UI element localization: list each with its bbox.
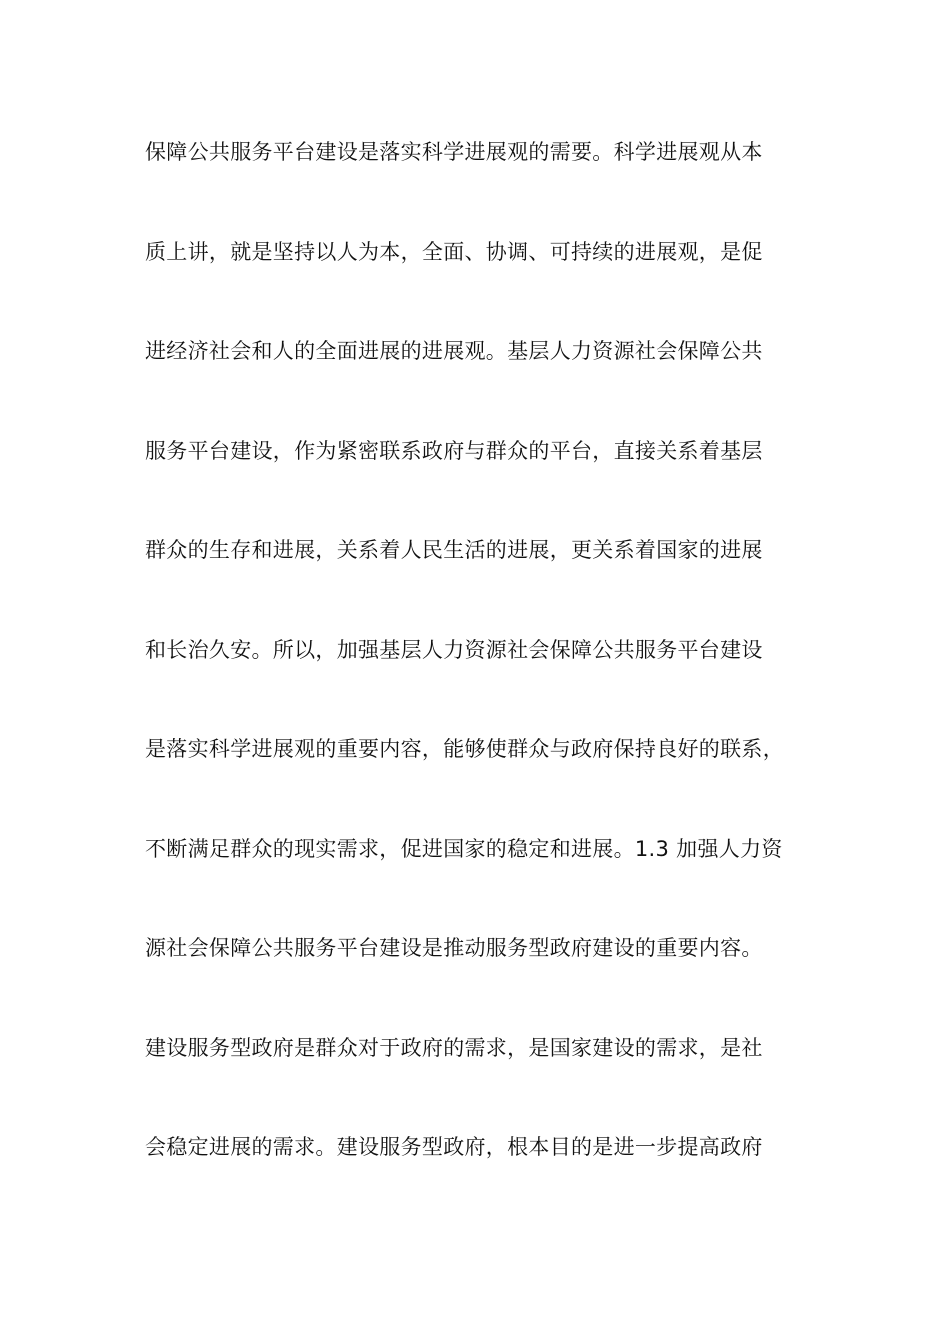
text-line: 不断满足群众的现实需求，促进国家的稳定和进展。1.3 加强人力资 (145, 836, 783, 861)
text-line: 群众的生存和进展，关系着人民生活的进展，更关系着国家的进展 (145, 538, 763, 562)
text-line: 会稳定进展的需求。建设服务型政府，根本目的是进一步提高政府 (145, 1135, 763, 1159)
text-line: 建设服务型政府是群众对于政府的需求，是国家建设的需求，是社 (145, 1035, 763, 1060)
text-line: 源社会保障公共服务平台建设是推动服务型政府建设的重要内容。 (145, 936, 763, 960)
text-line: 质上讲，就是坚持以人为本，全面、协调、可持续的进展观，是促 (145, 239, 763, 264)
text-line: 进经济社会和人的全面进展的进展观。基层人力资源社会保障公共 (145, 339, 763, 363)
text-line: 是落实科学进展观的重要内容，能够使群众与政府保持良好的联系， (145, 737, 784, 761)
text-line: 服务平台建设，作为紧密联系政府与群众的平台，直接关系着基层 (145, 438, 763, 463)
body-text (145, 132, 825, 1227)
text-line: 和长治久安。所以，加强基层人力资源社会保障公共服务平台建设 (145, 637, 763, 662)
text-line: 保障公共服务平台建设是落实科学进展观的需要。科学进展观从本 (145, 140, 763, 164)
